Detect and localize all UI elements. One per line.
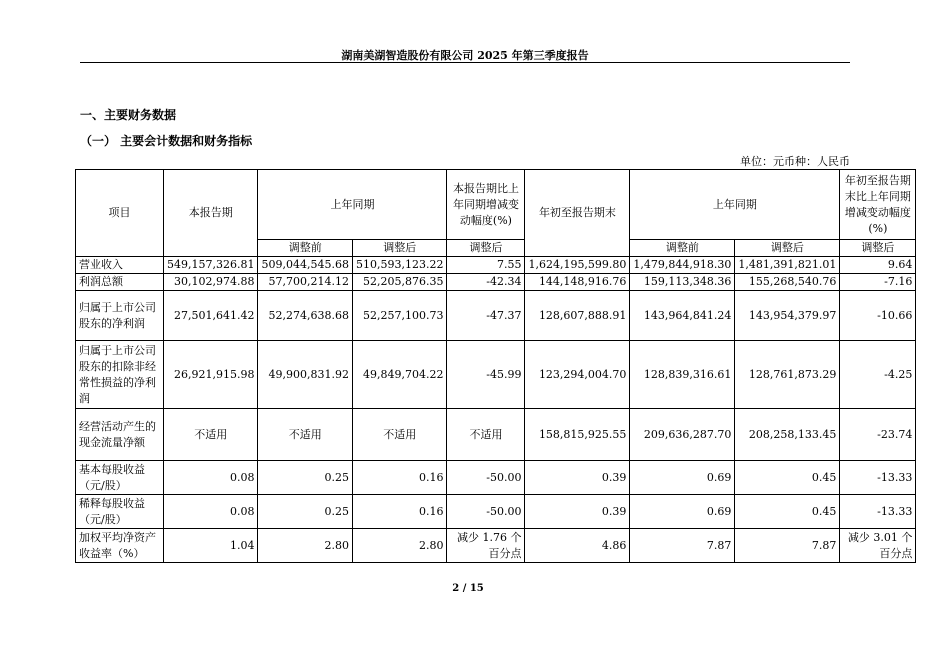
cell: 4.86 [525, 529, 630, 563]
cell: 52,205,876.35 [352, 274, 446, 291]
cell: -50.00 [447, 461, 525, 495]
head-change-q: 本报告期比上年同期增减变动幅度(%) [447, 170, 525, 240]
head-change-after: 调整后 [447, 240, 525, 257]
head-before: 调整前 [258, 240, 352, 257]
cell: 7.87 [630, 529, 735, 563]
cell: 不适用 [164, 409, 258, 461]
cell: -7.16 [840, 274, 916, 291]
report-header: 湖南美湖智造股份有限公司 2025 年第三季度报告 [341, 49, 589, 62]
row-item: 稀释每股收益（元/股） [76, 495, 164, 529]
header-rule [80, 62, 850, 63]
unit-note: 单位：元币种：人民币 [740, 155, 850, 168]
cell: 0.16 [352, 495, 446, 529]
row-item: 归属于上市公司股东的扣除非经常性损益的净利润 [76, 341, 164, 409]
cell: 0.25 [258, 461, 352, 495]
cell: 143,964,841.24 [630, 291, 735, 341]
head-ytd: 年初至报告期末 [525, 170, 630, 257]
head-after: 调整后 [352, 240, 446, 257]
cell: 144,148,916.76 [525, 274, 630, 291]
cell: -10.66 [840, 291, 916, 341]
cell: 不适用 [352, 409, 446, 461]
cell: 0.45 [735, 495, 840, 529]
cell: 1.04 [164, 529, 258, 563]
cell: 0.25 [258, 495, 352, 529]
head-before-2: 调整前 [630, 240, 735, 257]
table-row [76, 529, 916, 563]
cell: 7.55 [447, 257, 525, 274]
cell: 0.45 [735, 461, 840, 495]
financial-data-table [75, 169, 916, 563]
cell: 2.80 [352, 529, 446, 563]
cell: 155,268,540.76 [735, 274, 840, 291]
table-row [76, 257, 916, 274]
table-row [76, 461, 916, 495]
cell: 49,900,831.92 [258, 341, 352, 409]
cell: 123,294,004.70 [525, 341, 630, 409]
cell: 1,481,391,821.01 [735, 257, 840, 274]
cell: -23.74 [840, 409, 916, 461]
cell: 510,593,123.22 [352, 257, 446, 274]
table-row [76, 291, 916, 341]
cell: 7.87 [735, 529, 840, 563]
row-item: 利润总额 [76, 274, 164, 291]
subsection-title: （一） 主要会计数据和财务指标 [80, 134, 253, 148]
row-item: 加权平均净资产收益率（%） [76, 529, 164, 563]
cell: 减少 3.01 个百分点 [840, 529, 916, 563]
cell: 549,157,326.81 [164, 257, 258, 274]
cell: -50.00 [447, 495, 525, 529]
cell: 0.69 [630, 461, 735, 495]
cell: 0.16 [352, 461, 446, 495]
head-change-after-2: 调整后 [840, 240, 916, 257]
cell: 26,921,915.98 [164, 341, 258, 409]
cell: 208,258,133.45 [735, 409, 840, 461]
cell: 不适用 [447, 409, 525, 461]
cell: 27,501,641.42 [164, 291, 258, 341]
cell: 158,815,925.55 [525, 409, 630, 461]
head-change-ytd: 年初至报告期末比上年同期增减变动幅度(%) [840, 170, 916, 240]
cell: 52,274,638.68 [258, 291, 352, 341]
cell: 0.39 [525, 461, 630, 495]
head-item: 项目 [76, 170, 164, 257]
cell: 49,849,704.22 [352, 341, 446, 409]
table-row [76, 341, 916, 409]
cell: 0.08 [164, 495, 258, 529]
cell: -45.99 [447, 341, 525, 409]
table-row [76, 274, 916, 291]
cell: 不适用 [258, 409, 352, 461]
cell: 128,761,873.29 [735, 341, 840, 409]
cell: 0.39 [525, 495, 630, 529]
cell: 减少 1.76 个百分点 [447, 529, 525, 563]
head-prior-same: 上年同期 [258, 170, 447, 240]
cell: 30,102,974.88 [164, 274, 258, 291]
cell: 9.64 [840, 257, 916, 274]
table-row [76, 409, 916, 461]
section-title: 一、主要财务数据 [80, 108, 177, 122]
cell: 0.69 [630, 495, 735, 529]
cell: -13.33 [840, 461, 916, 495]
row-item: 归属于上市公司股东的净利润 [76, 291, 164, 341]
cell: -4.25 [840, 341, 916, 409]
cell: 1,624,195,599.80 [525, 257, 630, 274]
head-current: 本报告期 [164, 170, 258, 257]
cell: 0.08 [164, 461, 258, 495]
cell: -42.34 [447, 274, 525, 291]
cell: 143,954,379.97 [735, 291, 840, 341]
cell: 52,257,100.73 [352, 291, 446, 341]
cell: 509,044,545.68 [258, 257, 352, 274]
cell: 57,700,214.12 [258, 274, 352, 291]
row-item: 基本每股收益（元/股） [76, 461, 164, 495]
cell: 128,607,888.91 [525, 291, 630, 341]
table-row [76, 495, 916, 529]
row-item: 营业收入 [76, 257, 164, 274]
cell: 159,113,348.36 [630, 274, 735, 291]
cell: -47.37 [447, 291, 525, 341]
page-number: 2 / 15 [452, 583, 484, 594]
cell: 128,839,316.61 [630, 341, 735, 409]
cell: 1,479,844,918.30 [630, 257, 735, 274]
head-after-2: 调整后 [735, 240, 840, 257]
head-prior-same-2: 上年同期 [630, 170, 840, 240]
row-item: 经营活动产生的现金流量净额 [76, 409, 164, 461]
cell: -13.33 [840, 495, 916, 529]
cell: 2.80 [258, 529, 352, 563]
cell: 209,636,287.70 [630, 409, 735, 461]
